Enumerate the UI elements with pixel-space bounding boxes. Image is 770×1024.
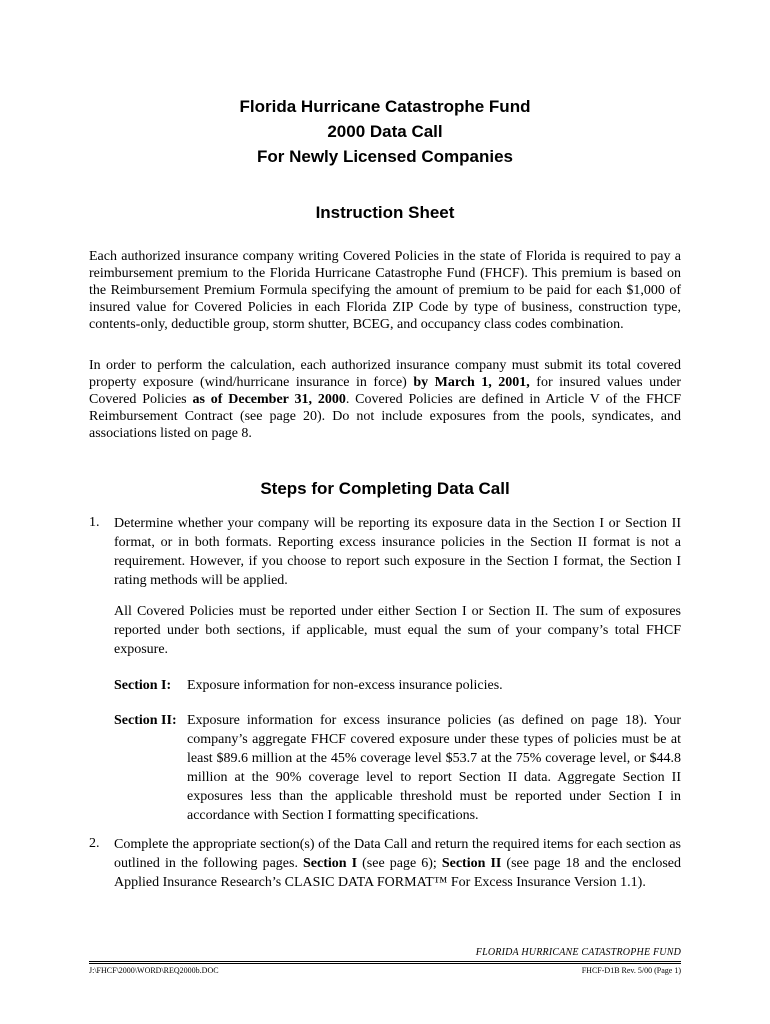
step-2-number: 2. xyxy=(89,836,100,851)
section-1-definition xyxy=(114,676,681,695)
document-title: Florida Hurricane Catastrophe Fund xyxy=(239,97,531,116)
step-2 xyxy=(89,835,681,892)
footer-rule-bottom xyxy=(89,963,681,964)
step-2-text-a: Complete the appropriate section(s) of the Data Call and return the required items for each section as outlined in the following pages. xyxy=(114,837,681,871)
as-of-date: as of December 31, 2000 xyxy=(192,392,346,407)
section-1-label: Section I: xyxy=(114,678,172,693)
intro-paragraph-2 xyxy=(89,357,681,442)
step-1-number: 1. xyxy=(89,515,100,530)
step-2-text xyxy=(114,835,681,892)
step-2-text-c: (see page 6); xyxy=(357,856,442,871)
instruction-sheet-heading: Instruction Sheet xyxy=(315,203,455,222)
footer-form-number: FHCF-D1B Rev. 5/00 (Page 1) xyxy=(581,966,681,975)
step-2-section-1-ref: Section I xyxy=(303,856,358,871)
deadline-date: by March 1, 2001, xyxy=(413,375,530,390)
step-2-section-2-ref: Section II xyxy=(441,856,502,871)
footer-rule-top xyxy=(89,961,681,962)
intro-p2-text-c: for insured values under Covered Policies xyxy=(89,375,681,407)
section-2-definition xyxy=(114,711,681,825)
step-1-subparagraph: All Covered Policies must be reported under either Section I or Section II. The sum of exposures reported under both sections, if applicable, must equal the sum of your company’s total FHCF exposure. xyxy=(114,604,681,657)
footer-file-path: J:\FHCF\2000\WORD\REQ2000b.DOC xyxy=(89,966,219,975)
document-audience-title: For Newly Licensed Companies xyxy=(256,147,513,166)
steps-heading: Steps for Completing Data Call xyxy=(260,479,510,498)
step-2-text-e: (see page 18 and the enclosed Applied Insurance Research’s CLASIC DATA FORMAT™ For Excess Insurance Version 1.1). xyxy=(114,856,681,890)
section-2-label: Section II: xyxy=(114,713,177,728)
section-1-description: Exposure information for non-excess insurance policies. xyxy=(187,678,503,693)
intro-paragraph-1: Each authorized insurance company writing Covered Policies in the state of Florida is required to pay a reimbursement premium to the Florida Hurricane Catastrophe Fund (FHCF). This premium is based on the Reimbursement Premium Formula specifying the amount of premium to be paid for each $1,000 of insured value for Covered Policies in each Florida ZIP Code by type of business, construction type, contents-only, deductible group, storm shutter, BCEG, and occupancy class codes combination. xyxy=(89,249,681,332)
section-2-description: Exposure information for excess insurance policies (as defined on page 18). Your company’s aggregate FHCF covered exposure under these types of policies must be at least $89.6 million at the 45% coverage level $53.7 at the 75% coverage level, or $44.8 million at the 90% coverage level to report Section II data. Aggregate Section II exposures less than the applicable threshold must be reported under Section I in accordance with Section I formatting specifications. xyxy=(187,713,681,823)
footer-title: FLORIDA HURRICANE CATASTROPHE FUND xyxy=(475,947,681,958)
document-year-title: 2000 Data Call xyxy=(327,122,443,141)
intro-p2-text-e: . Covered Policies are defined in Article V of the FHCF Reimbursement Contract (see page 20). Do not include exposures from the pools, syndicates, and associations listed on page 8. xyxy=(89,392,681,441)
step-1-text: Determine whether your company will be reporting its exposure data in the Section I or Section II format, or in both formats. Reporting excess insurance policies in the Section II format is not a requirement. However, if you choose to report such exposure in the Section I format, the Section I rating methods will be applied. xyxy=(114,516,681,588)
intro-p2-text-a: In order to perform the calculation, each authorized insurance company must submit its total covered property exposure (wind/hurricane insurance in force) xyxy=(89,358,681,390)
step-1 xyxy=(89,514,681,590)
